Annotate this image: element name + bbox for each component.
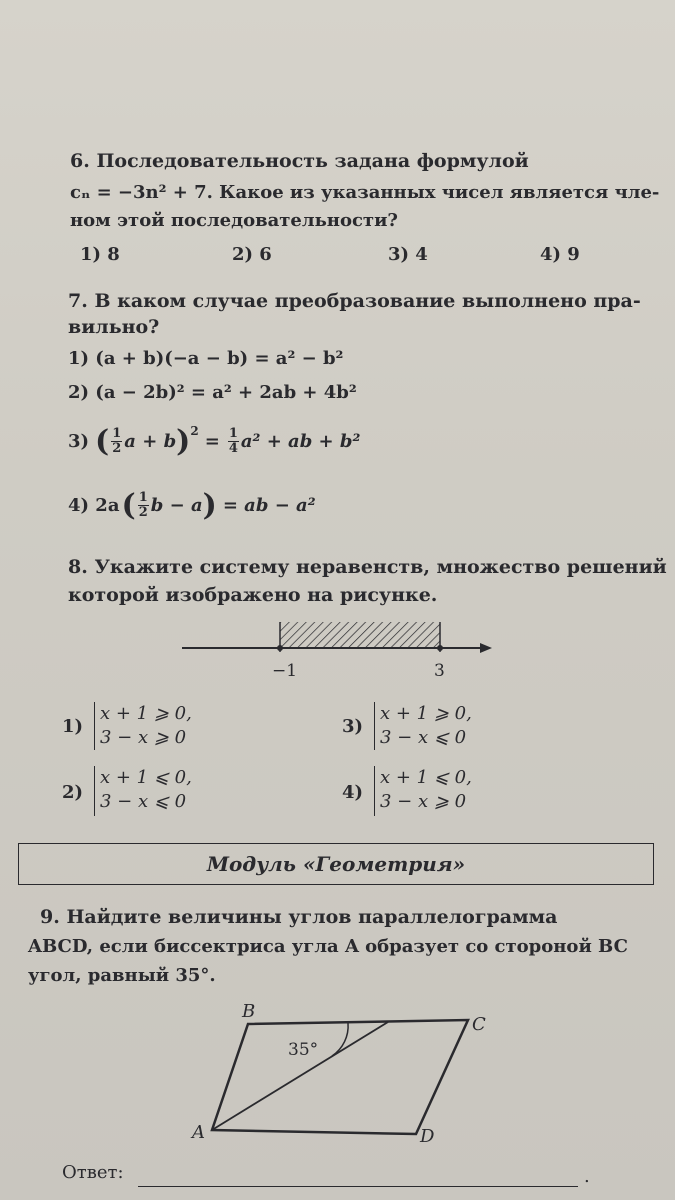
q7-option-4: 4) 2a ( $\frac{1}{2}$ b − a ) = ab − a² <box>68 488 316 523</box>
number-line-figure <box>180 612 500 684</box>
q7-option-3-rhs-den: 4 <box>228 441 238 456</box>
q7-line1: 7. В каком случае преобразование выполнено пра- <box>68 290 641 312</box>
q8-option-3-label: 3) <box>342 716 364 737</box>
axis-label-right: 3 <box>434 661 445 681</box>
q8-option-3-a: x + 1 ⩾ 0, <box>380 703 472 724</box>
q6-line2: cₙ = −3n² + 7. Какое из указанных чисел является чле- <box>70 182 660 203</box>
answer-dot: . <box>584 1166 590 1187</box>
q6-line3: ном этой последовательности? <box>70 210 398 231</box>
q7-option-3-rhs-num: 1 <box>228 426 238 441</box>
q9-line3: угол, равный 35°. <box>28 965 216 986</box>
q8-option-3-b: 3 − x ⩽ 0 <box>380 727 467 748</box>
q8-option-1-a: x + 1 ⩾ 0, <box>100 703 192 724</box>
q8-option-2-b: 3 − x ⩽ 0 <box>100 791 187 812</box>
bisector-line <box>212 1022 388 1130</box>
q8-option-4-a: x + 1 ⩽ 0, <box>380 767 472 788</box>
q6-option-3: 3) 4 <box>388 244 428 265</box>
solution-hatch <box>280 622 440 648</box>
q7-option-3-frac-num: 1 <box>112 426 122 441</box>
q7-option-3-frac-den: 2 <box>112 441 122 456</box>
vertex-b: B <box>242 1001 256 1022</box>
parallelogram-figure <box>180 1000 520 1150</box>
q7-option-4-rhs: = ab − a² <box>222 495 316 516</box>
q7-option-1: 1) (a + b)(−a − b) = a² − b² <box>68 348 344 369</box>
q7-option-4-frac-num: 1 <box>138 490 148 505</box>
axis-arrow-icon <box>480 643 492 653</box>
parallelogram-abcd <box>212 1020 468 1134</box>
module-heading: Модуль «Геометрия» <box>18 843 654 885</box>
q8-line2: которой изображено на рисунке. <box>68 584 438 606</box>
vertex-c: C <box>472 1014 486 1035</box>
q8-option-4-label: 4) <box>342 782 364 803</box>
q7-option-3-label: 3) <box>68 431 90 452</box>
vertex-a: A <box>192 1122 205 1143</box>
q7-line2: вильно? <box>68 316 160 338</box>
q7-option-4-frac-den: 2 <box>138 505 148 520</box>
answer-label: Ответ: <box>62 1162 124 1183</box>
point-right <box>437 645 443 651</box>
q7-option-4-mid: b − a <box>150 495 203 516</box>
vertex-d: D <box>420 1126 435 1147</box>
q6-option-1: 1) 8 <box>80 244 120 265</box>
q8-option-2-label: 2) <box>62 782 84 803</box>
q8-line1: 8. Укажите систему неравенств, множество решений <box>68 556 667 578</box>
q6-option-2: 2) 6 <box>232 244 272 265</box>
q7-option-2: 2) (a − 2b)² = a² + 2ab + 4b² <box>68 382 357 403</box>
q8-option-1-b: 3 − x ⩾ 0 <box>100 727 187 748</box>
q8-option-4-b: 3 − x ⩾ 0 <box>380 791 467 812</box>
q6-line1: 6. Последовательность задана формулой <box>70 150 529 172</box>
point-left <box>277 645 283 651</box>
q9-line1: 9. Найдите величины углов параллелограмма <box>40 906 558 928</box>
q9-line2: ABCD, если биссектриса угла A образует со стороной BC <box>28 936 628 957</box>
q7-option-3-mid: a + b <box>124 431 177 452</box>
answer-input-line[interactable] <box>138 1186 578 1187</box>
angle-label: 35° <box>288 1040 319 1060</box>
q7-option-3: 3) ( $\frac{1}{2}$ a + b ) $^2$ = $\frac{1}{4}$ a² + ab + b² <box>68 423 361 459</box>
axis-label-left: −1 <box>272 661 298 681</box>
q8-option-2-a: x + 1 ⩽ 0, <box>100 767 192 788</box>
q6-option-4: 4) 9 <box>540 244 580 265</box>
q7-option-4-label: 4) 2a <box>68 495 120 516</box>
q7-option-3-rhs: a² + ab + b² <box>240 431 361 452</box>
q8-option-1-label: 1) <box>62 716 84 737</box>
